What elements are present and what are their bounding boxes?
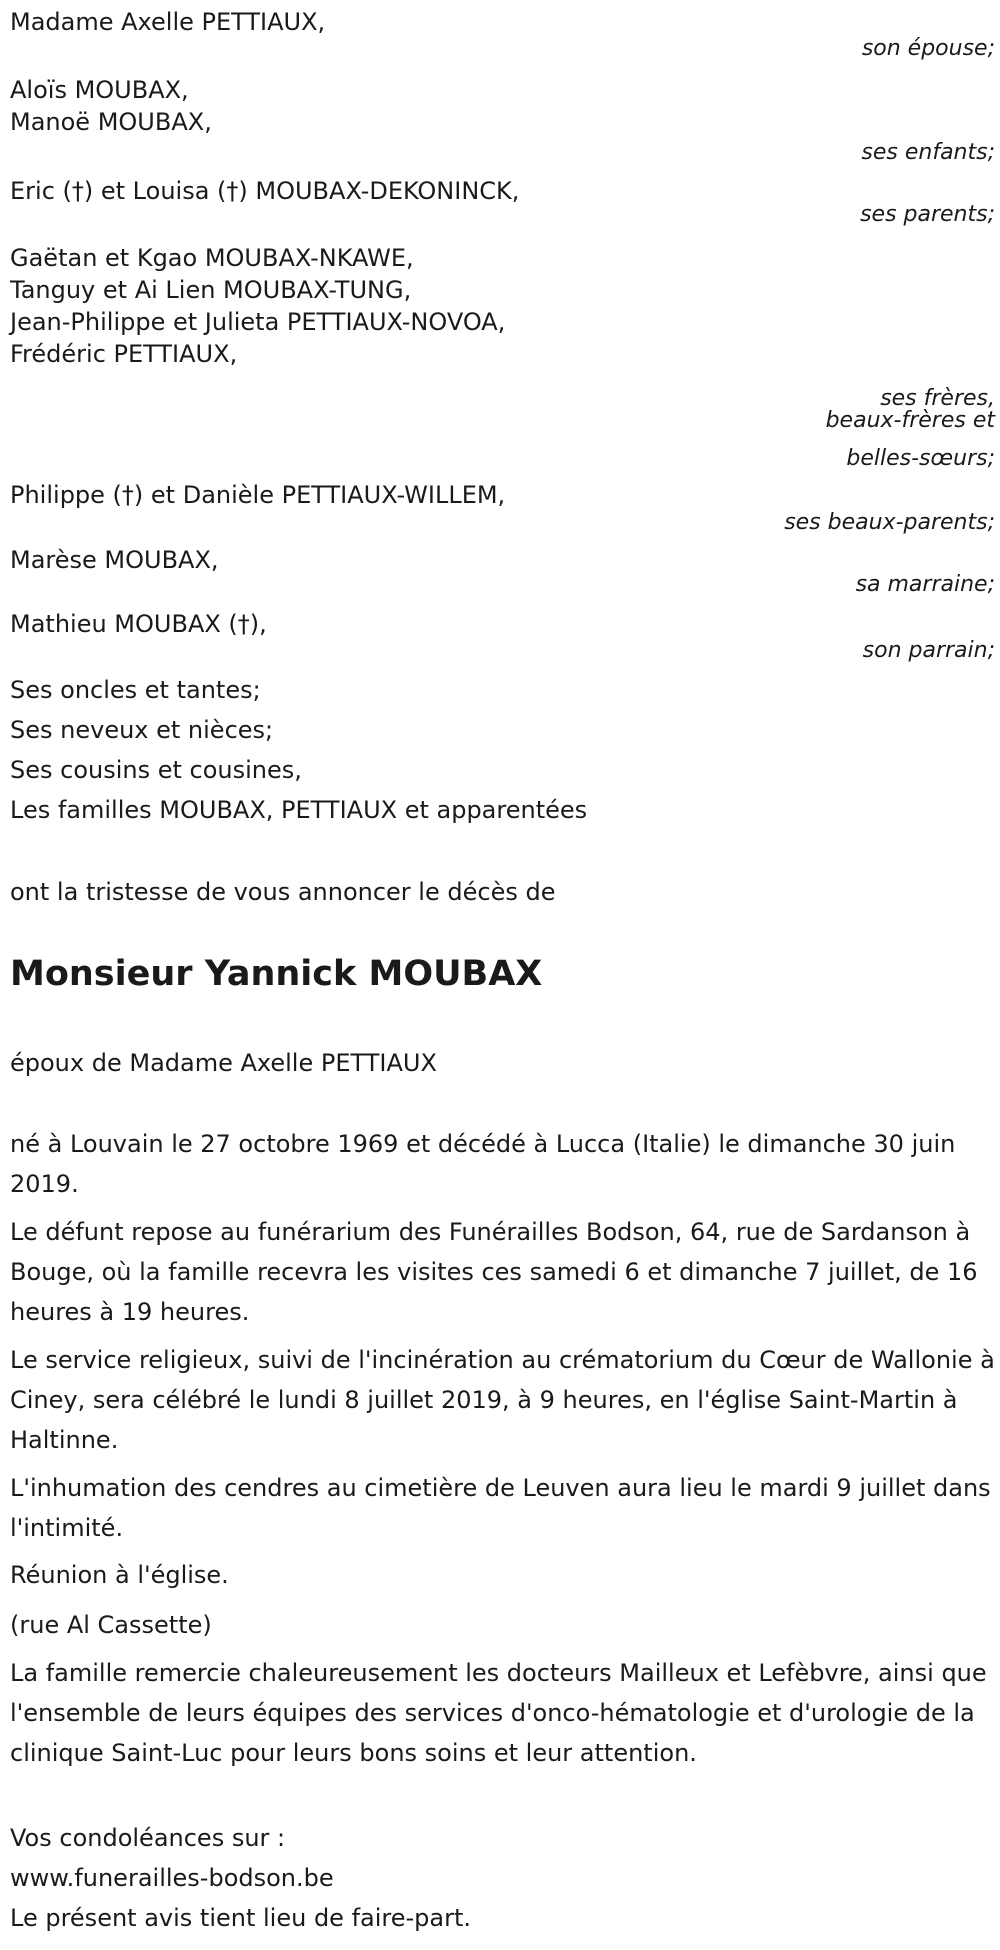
condolences-label: Vos condoléances sur : (10, 1824, 286, 1852)
relation-role: ses beaux-parents; (784, 510, 995, 535)
relation-role: ses enfants; (861, 140, 995, 165)
relation-role: ses parents; (860, 202, 995, 227)
notice-text: Le présent avis tient lieu de faire-part. (10, 1904, 472, 1932)
family-name: Marèse MOUBAX, (10, 546, 219, 574)
relation-role: son épouse; (861, 36, 995, 61)
family-name: Aloïs MOUBAX, (10, 76, 189, 104)
meeting-paragraph: Réunion à l'église. (10, 1561, 229, 1589)
website-link[interactable]: www.funerailles-bodson.be (10, 1864, 334, 1892)
family-others-line: Ses cousins et cousines, (10, 756, 302, 784)
family-name: Frédéric PETTIAUX, (10, 340, 238, 368)
family-name: Philippe (†) et Danièle PETTIAUX-WILLEM, (10, 481, 506, 509)
announcement-text: ont la tristesse de vous annoncer le décès de (10, 878, 556, 906)
family-name: Tanguy et Ai Lien MOUBAX-TUNG, (10, 276, 412, 304)
family-others-line: Ses neveux et nièces; (10, 716, 274, 744)
family-others-line: Les familles MOUBAX, PETTIAUX et apparentées (10, 796, 588, 824)
relation-role: ses frères, (880, 386, 995, 411)
relation-role: sa marraine; (855, 572, 995, 597)
spouse-line: époux de Madame Axelle PETTIAUX (10, 1049, 437, 1077)
family-name: Eric (†) et Louisa (†) MOUBAX-DEKONINCK, (10, 177, 520, 205)
family-name: Jean-Philippe et Julieta PETTIAUX-NOVOA, (10, 308, 506, 336)
family-name: Manoë MOUBAX, (10, 108, 212, 136)
funerarium-paragraph: Le défunt repose au funérarium des Funérailles Bodson, 64, rue de Sardanson à Bouge, où la famille recevra les visites ces samedi 6 et dimanche 7 juillet, de 16 heures à 19 heures. (10, 1218, 978, 1326)
family-name: Madame Axelle PETTIAUX, (10, 8, 326, 36)
family-name: Mathieu MOUBAX (†), (10, 610, 267, 638)
thanks-paragraph: La famille remercie chaleureusement les docteurs Mailleux et Lefèbvre, ainsi que l'ensemble de leurs équipes des services d'onco-hématologie et d'urologie de la clinique Saint-Luc pour leurs bons soins et leur attention. (10, 1659, 987, 1767)
family-name: Gaëtan et Kgao MOUBAX-NKAWE, (10, 244, 414, 272)
burial-paragraph: L'inhumation des cendres au cimetière de Leuven aura lieu le mardi 9 juillet dans l'intimité. (10, 1474, 991, 1542)
deceased-name: Monsieur Yannick MOUBAX (10, 954, 543, 994)
service-paragraph: Le service religieux, suivi de l'incinération au crématorium du Cœur de Wallonie à Ciney, sera célébré le lundi 8 juillet 2019, à 9 heures, en l'église Saint-Martin à Haltinne. (10, 1346, 995, 1454)
family-others-line: Ses oncles et tantes; (10, 676, 261, 704)
relation-role: son parrain; (862, 638, 995, 663)
relation-role: beaux-frères et (825, 408, 995, 433)
address-paragraph: (rue Al Cassette) (10, 1611, 212, 1639)
relation-role: belles-sœurs; (846, 446, 995, 471)
birth-death-paragraph: né à Louvain le 27 octobre 1969 et décédé à Lucca (Italie) le dimanche 30 juin 2019. (10, 1130, 956, 1198)
